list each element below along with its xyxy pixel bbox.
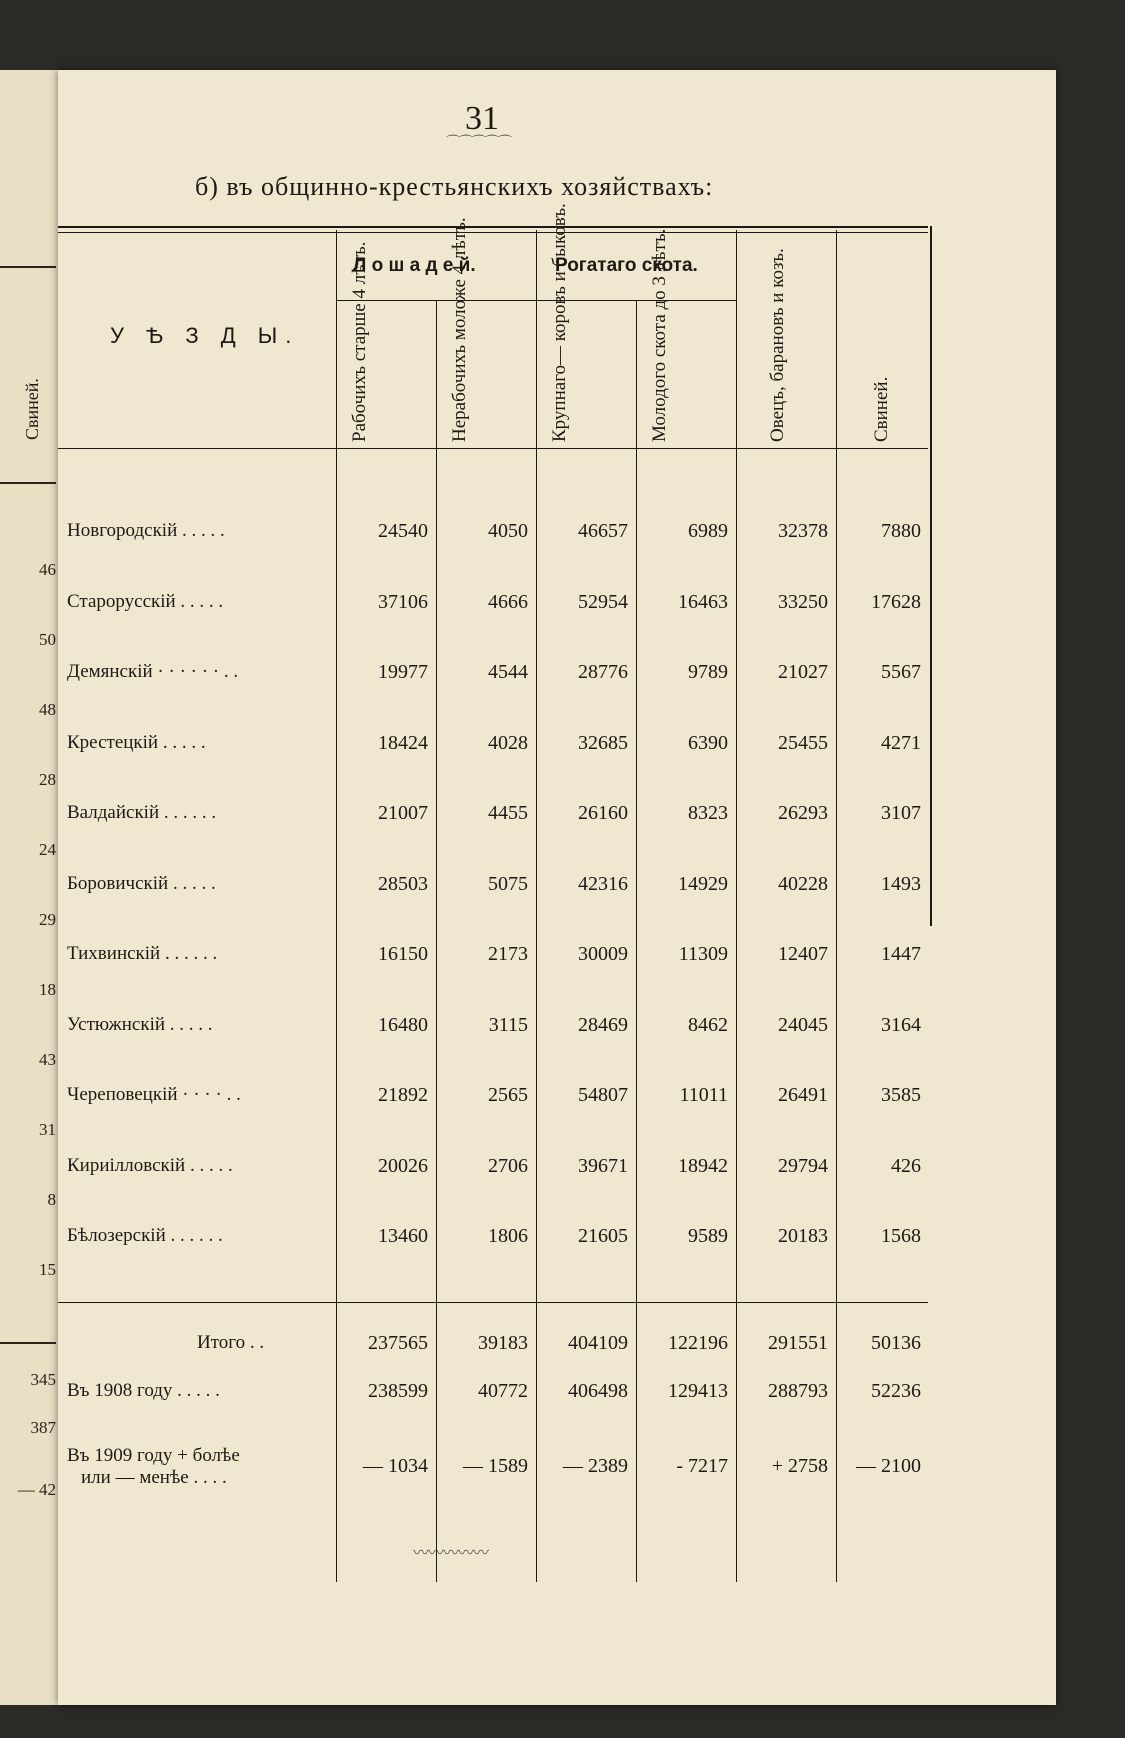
row-label: Старорусскій . . . . . — [67, 591, 224, 612]
table-cell: 28503 — [378, 873, 428, 895]
col-header-working-horses: Рабочихъ старше 4 лѣтъ. — [349, 241, 370, 442]
table-cell: 1493 — [881, 873, 921, 895]
table-cell: 238599 — [368, 1380, 428, 1402]
table-cell: 16480 — [378, 1014, 428, 1036]
table-cell: 21605 — [578, 1225, 628, 1247]
table-cell: 6989 — [688, 520, 728, 542]
row-label: Крестецкій . . . . . — [67, 732, 206, 753]
col-header-cattle-young: Молодого скота до 3 лѣтъ. — [649, 228, 670, 442]
table-cell: 4666 — [488, 591, 528, 613]
row-label: Итого . . — [197, 1332, 265, 1353]
table-cell: 406498 — [568, 1380, 628, 1402]
left-number: 18 — [39, 980, 56, 999]
table-cell: 20026 — [378, 1155, 428, 1177]
col-header-cattle-large: Крупнаго— коровъ и быковъ. — [549, 203, 570, 442]
table-cell: 21007 — [378, 802, 428, 824]
table-cell: 26293 — [778, 802, 828, 824]
table-cell: 5567 — [881, 661, 921, 683]
table-cell: 404109 — [568, 1332, 628, 1354]
table-cell: 24540 — [378, 520, 428, 542]
table-cell: 52236 — [871, 1380, 921, 1402]
table-cell: 129413 — [668, 1380, 728, 1402]
table-cell: 8323 — [688, 802, 728, 824]
book-page — [58, 70, 1056, 1705]
column-rule — [436, 300, 437, 1582]
table-cell: 4271 — [881, 732, 921, 754]
row-label: Кириілловскій . . . . . — [67, 1155, 233, 1176]
table-cell: 13460 — [378, 1225, 428, 1247]
row-label: Валдайскій . . . . . . — [67, 802, 217, 823]
row-label: Боровичскій . . . . . — [67, 873, 216, 894]
table-cell: 16150 — [378, 943, 428, 965]
table-cell: 7880 — [881, 520, 921, 542]
table-cell: 16463 — [678, 591, 728, 613]
table-cell: 24045 — [778, 1014, 828, 1036]
table-cell: 30009 — [578, 943, 628, 965]
table-cell: 54807 — [578, 1084, 628, 1106]
table-cell: 3164 — [881, 1014, 921, 1036]
table-cell: 28469 — [578, 1014, 628, 1036]
table-cell: 33250 — [778, 591, 828, 613]
table-cell: 50136 — [871, 1332, 921, 1354]
left-number: — 42 — [17, 1480, 56, 1499]
table-cell: 25455 — [778, 732, 828, 754]
table-cell: 3585 — [881, 1084, 921, 1106]
left-number: 48 — [39, 700, 56, 719]
table-cell: 42316 — [578, 873, 628, 895]
table-cell: 4455 — [488, 802, 528, 824]
table-cell: 52954 — [578, 591, 628, 613]
left-number: 15 — [39, 1260, 56, 1279]
table-cell: 3107 — [881, 802, 921, 824]
left-divider — [0, 266, 56, 268]
table-cell: 26160 — [578, 802, 628, 824]
table-cell: 17628 — [871, 591, 921, 613]
table-cell: 46657 — [578, 520, 628, 542]
left-number: 387 — [30, 1418, 56, 1437]
row-label: Въ 1909 году + болѣе или — менѣе . . . . — [67, 1445, 240, 1488]
table-cell: 40228 — [778, 873, 828, 895]
table-cell: — 2389 — [563, 1455, 628, 1477]
table-cell: 8462 — [688, 1014, 728, 1036]
totals-rule — [58, 1302, 928, 1303]
column-rule — [536, 230, 537, 1582]
table-cell: 18424 — [378, 732, 428, 754]
table-cell: 14929 — [678, 873, 728, 895]
page-number: 31 — [465, 100, 499, 137]
table-cell: 2173 — [488, 943, 528, 965]
table-cell: + 2758 — [771, 1455, 828, 1477]
left-vertical-label: Свиней. — [22, 378, 42, 440]
table-cell: 5075 — [488, 873, 528, 895]
table-cell: 32378 — [778, 520, 828, 542]
table-cell: 9789 — [688, 661, 728, 683]
table-cell: 291551 — [768, 1332, 828, 1354]
table-cell: 26491 — [778, 1084, 828, 1106]
table-right-rule — [930, 226, 932, 926]
row-label: Новгородскій . . . . . — [67, 520, 225, 541]
table-cell: 21892 — [378, 1084, 428, 1106]
table-cell: 426 — [891, 1155, 921, 1177]
table-cell: 1568 — [881, 1225, 921, 1247]
table-cell: 40772 — [478, 1380, 528, 1402]
column-rule — [336, 230, 337, 1582]
table-cell: 6390 — [688, 732, 728, 754]
table-cell: 11011 — [679, 1084, 728, 1106]
table-cell: 2706 — [488, 1155, 528, 1177]
left-number: 8 — [47, 1190, 56, 1209]
left-number: 345 — [30, 1370, 56, 1389]
header-bottom-rule — [58, 448, 928, 449]
table-cell: 9589 — [688, 1225, 728, 1247]
table-cell: 237565 — [368, 1332, 428, 1354]
left-number: 50 — [39, 630, 56, 649]
table-cell: 3115 — [488, 1014, 528, 1036]
table-cell: — 1589 — [463, 1455, 528, 1477]
table-cell: 1447 — [881, 943, 921, 965]
left-number: 28 — [39, 770, 56, 789]
left-number: 43 — [39, 1050, 56, 1069]
ornament: 〰〰〰〰〰 — [413, 1545, 489, 1562]
table-cell: 18942 — [678, 1155, 728, 1177]
table-cell: 11309 — [678, 943, 728, 965]
table-cell: — 1034 — [363, 1455, 428, 1477]
table-cell: 19977 — [378, 661, 428, 683]
table-cell: - 7217 — [676, 1455, 728, 1477]
table-top-rule — [58, 226, 928, 228]
ornament: ⌒⌒⌒⌒⌒ — [446, 136, 511, 151]
left-number: 31 — [39, 1120, 56, 1139]
table-cell: 4544 — [488, 661, 528, 683]
row-label: Череповецкій · · · · . . — [67, 1084, 241, 1105]
column-rule — [636, 300, 637, 1582]
table-cell: 1806 — [488, 1225, 528, 1247]
left-number: 29 — [39, 910, 56, 929]
group-header-horses: Л о ш а д е й. — [353, 255, 476, 276]
table-cell: 29794 — [778, 1155, 828, 1177]
table-cell: 32685 — [578, 732, 628, 754]
table-cell: 21027 — [778, 661, 828, 683]
column-rule — [736, 230, 737, 1582]
table-cell: 20183 — [778, 1225, 828, 1247]
table-cell: 288793 — [768, 1380, 828, 1402]
table-cell: 12407 — [778, 943, 828, 965]
row-label: Демянскій · · · · · · . . — [67, 661, 239, 682]
subtitle: б) въ общинно-крестьянскихъ хозяйствахъ: — [195, 172, 714, 201]
table-cell: 2565 — [488, 1084, 528, 1106]
table-cell: 4050 — [488, 520, 528, 542]
table-cell: 39183 — [478, 1332, 528, 1354]
table-cell: 39671 — [578, 1155, 628, 1177]
table-cell: 28776 — [578, 661, 628, 683]
left-divider — [0, 1342, 56, 1344]
table-cell: — 2100 — [856, 1455, 921, 1477]
left-number: 46 — [39, 560, 56, 579]
col-header-young-horses: Нерабочихъ моложе 4 лѣтъ. — [449, 217, 470, 442]
stub-header: У Ѣ З Д Ы. — [110, 323, 300, 348]
row-label: Тихвинскій . . . . . . — [67, 943, 218, 964]
row-label: Устюжнскій . . . . . — [67, 1014, 213, 1035]
left-divider — [0, 482, 56, 484]
table-cell: 37106 — [378, 591, 428, 613]
table-cell: 4028 — [488, 732, 528, 754]
table-cell: 122196 — [668, 1332, 728, 1354]
group-header-cattle: Рогатаго скота. — [555, 255, 698, 276]
col-header-sheep: Овецъ, барановъ и козъ. — [767, 248, 788, 442]
row-label: Въ 1908 году . . . . . — [67, 1380, 220, 1401]
left-number: 24 — [39, 840, 56, 859]
table-top-rule — [58, 232, 928, 233]
col-header-pigs: Свиней. — [871, 376, 892, 442]
row-label: Бѣлозерскій . . . . . . — [67, 1225, 223, 1246]
